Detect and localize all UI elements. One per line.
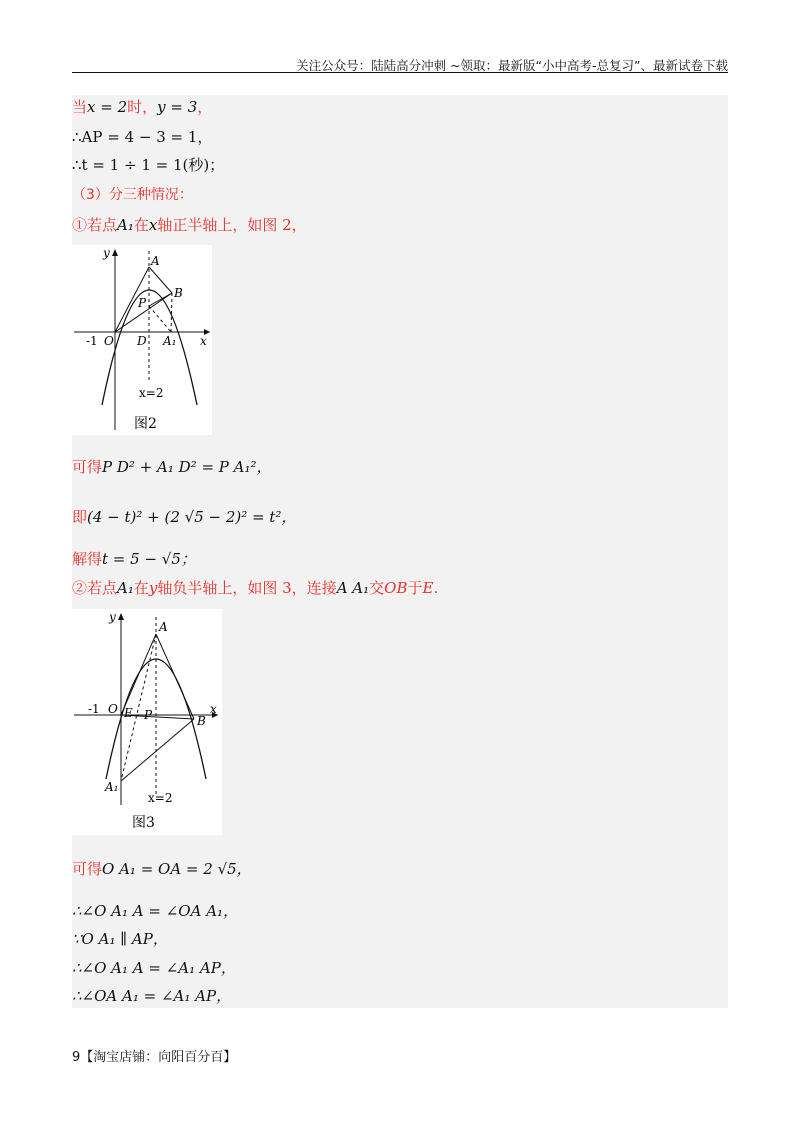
label-b: B <box>174 286 183 300</box>
math-a1: A₁ <box>117 216 134 234</box>
label-y: y <box>103 246 110 260</box>
line-angle-2 <box>72 958 236 978</box>
label-a: A <box>151 254 160 268</box>
text-case1-c: 在 <box>133 216 149 234</box>
solution-content <box>72 95 728 1008</box>
line-t-seconds: ∴t = 1 ÷ 1 = 1(秒)； <box>72 156 225 174</box>
line-when-x-2 <box>72 97 212 117</box>
line-angle-1 <box>72 901 238 921</box>
segment-ab <box>156 634 194 719</box>
y-axis-arrow <box>118 613 124 620</box>
line-case2 <box>72 578 438 598</box>
segment-ba1 <box>171 293 172 332</box>
caption-fig3: 图3 <box>132 815 155 831</box>
figure-3-graph <box>72 609 222 835</box>
text-case2-a: ②若点 <box>72 579 118 597</box>
text-case1-e: 轴正半轴上，如图 2， <box>157 216 307 234</box>
math-equation: (4 − t)² + (2 √5 − 2)² = t²， <box>87 508 297 526</box>
label-a1: A₁ <box>105 780 119 794</box>
text-keyide: 可得 <box>72 458 103 476</box>
line-angle-3 <box>72 986 231 1006</box>
line-pythagoras <box>72 457 272 477</box>
math-y-eq-3: y = 3 <box>157 98 198 116</box>
math-angle-1: ∴∠O A₁ A = ∠OA A₁， <box>72 902 239 920</box>
line-parallel <box>72 929 168 949</box>
segment-ab <box>149 267 172 293</box>
figure-2-graph <box>72 245 212 435</box>
label-a: A <box>159 620 168 634</box>
segment-oa <box>121 634 156 715</box>
segment-a1b <box>121 719 194 781</box>
math-angle-3: ∴∠OA A₁ = ∠A₁ AP， <box>72 987 232 1005</box>
line-three-cases: （3）分三种情况： <box>72 187 193 203</box>
math-parallel: ∵O A₁ ∥ AP， <box>72 930 168 948</box>
text-keyide-2: 可得 <box>72 860 103 878</box>
line-oa1-eq-oa <box>72 859 252 879</box>
figure-2 <box>72 245 212 435</box>
segment-pa1 <box>149 306 171 332</box>
text-ji: 即 <box>72 508 88 526</box>
line-case1 <box>72 215 307 235</box>
text-case2-e: 轴负半轴上，如图 3，连接 <box>157 579 337 597</box>
math-y: y <box>148 579 158 597</box>
label-axis-x2: x=2 <box>139 386 164 400</box>
label-x: x <box>210 702 217 716</box>
label-p: P <box>144 708 153 722</box>
label-neg1: -1 <box>88 702 100 716</box>
label-neg1: -1 <box>86 334 98 348</box>
text-case1-a: ①若点 <box>72 216 118 234</box>
label-p: P <box>138 296 147 310</box>
segment-pb <box>149 293 172 306</box>
text-when: 当 <box>72 98 88 116</box>
math-x: x <box>148 216 158 234</box>
line-ap: ∴AP = 4 − 3 = 1， <box>72 128 213 146</box>
label-x: x <box>200 334 207 348</box>
label-a1: A₁ <box>163 334 177 348</box>
header-rule <box>72 72 728 73</box>
math-x-eq-2: x = 2 <box>87 98 128 116</box>
math-e: E <box>422 579 434 597</box>
math-ob: OB <box>384 579 408 597</box>
math-solution: t = 5 − √5； <box>102 550 196 568</box>
label-d: D <box>137 334 147 348</box>
math-a1-case2: A₁ <box>117 579 134 597</box>
label-e: E <box>124 706 133 720</box>
page-footer: 9【淘宝店铺：向阳百分百】 <box>72 1050 237 1065</box>
caption-fig2: 图2 <box>134 416 157 432</box>
label-axis-x2: x=2 <box>148 791 173 805</box>
math-angle-2: ∴∠O A₁ A = ∠A₁ AP， <box>72 959 236 977</box>
label-b: B <box>197 714 206 728</box>
page-header: 关注公众号：陆陆高分冲刺 ~领取：最新版“小中高考-总复习”、最新试卷下载 <box>296 58 728 73</box>
text-period: . <box>433 579 439 597</box>
text-yu: 于 <box>407 579 423 597</box>
math-aa1: A A₁ <box>336 579 370 597</box>
figure-3 <box>72 609 222 835</box>
label-o: O <box>108 702 118 716</box>
label-y: y <box>109 610 116 624</box>
y-axis-arrow <box>112 249 118 256</box>
text-comma: ， <box>197 98 213 116</box>
text-jiede: 解得 <box>72 550 103 568</box>
math-oa1-eq-oa: O A₁ = OA = 2 √5， <box>102 860 252 878</box>
text-jiao: 交 <box>369 579 385 597</box>
line-equation <box>72 507 296 527</box>
label-o: O <box>104 334 114 348</box>
text-when-mid: 时， <box>127 98 158 116</box>
math-pythagoras: P D² + A₁ D² = P A₁²， <box>102 458 272 476</box>
text-case2-c: 在 <box>133 579 149 597</box>
line-solve <box>72 549 196 569</box>
